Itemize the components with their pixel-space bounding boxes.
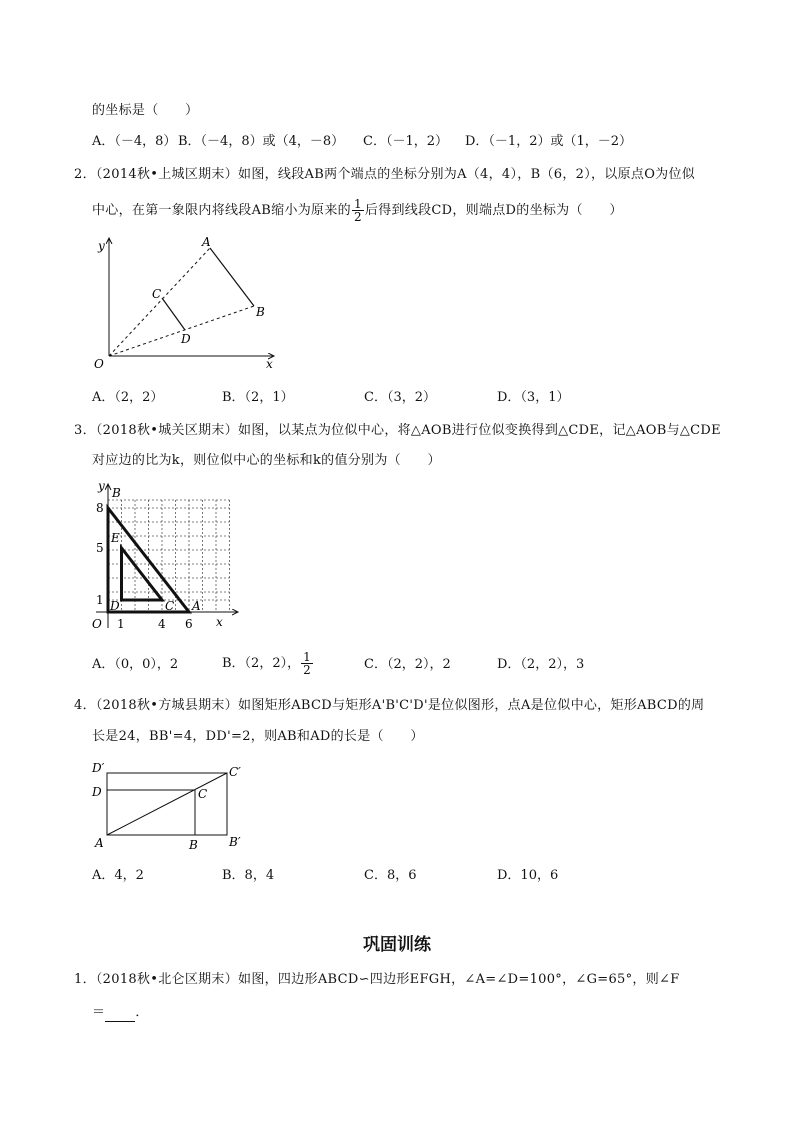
q4-label-dprime: D′ [92, 761, 105, 775]
q3-line-2: 对应边的比为k，则位似中心的坐标和k的值分别为（ ） [92, 453, 441, 468]
q3-label-x: x [216, 615, 223, 629]
q4-number: 4． [74, 698, 96, 713]
q2-label-x: x [266, 357, 273, 371]
q3-tick-y1: 1 [96, 593, 104, 607]
q3-number: 3． [74, 423, 96, 438]
q4-label-a: A [95, 836, 104, 850]
p1-number: 1． [74, 972, 96, 987]
p1-line-1 [74, 971, 680, 989]
q2-line-2 [92, 198, 623, 223]
q3-tick-y5: 5 [96, 541, 104, 555]
q2-stem-2a: 中心，在第一象限内将线段AB缩小为原来的 [92, 203, 351, 218]
q4-diagonal [107, 773, 227, 835]
q3-label-o: O [92, 617, 102, 631]
q2-option-a: A．（2，2） [92, 390, 164, 405]
q2-stem-2b: 后得到线段CD，则端点D的坐标为（ ） [364, 203, 623, 218]
q4-label-d: D [92, 785, 102, 799]
q3-tick-y8: 8 [96, 501, 104, 515]
q4-option-a: A．4，2 [92, 868, 144, 883]
p1-equals: ＝ [92, 1005, 106, 1020]
q2-option-c: C．（3，2） [364, 390, 436, 405]
q3-option-b: B．（2，2）， [222, 656, 301, 671]
q3-figure [86, 478, 246, 634]
q2-line-1 [74, 166, 695, 184]
q2-figure [88, 228, 288, 373]
q3-option-d: D．（2，2），3 [497, 657, 585, 672]
q4-stem-1: （2018秋•方城县期末）如图矩形ABCD与矩形A'B'C'D'是位似图形，点A是位似中心，矩形ABCD的周 [95, 698, 705, 713]
prev-option-c: C．（－1，2） [363, 134, 448, 149]
q4-label-b: B [189, 838, 198, 852]
q2-label-b: B [256, 305, 265, 319]
q3-option-b-wrap [222, 651, 314, 676]
q2-label-y: y [98, 239, 105, 253]
q2-label-d: D [181, 332, 191, 346]
q4-option-d: D．10，6 [497, 868, 559, 883]
q2-option-d: D．（3，1） [497, 390, 570, 405]
q4-option-c: C．8，6 [364, 868, 417, 883]
q3-label-y: y [98, 479, 105, 493]
q4-line-2: 长是24，BB'=4，DD'=2，则AB和AD的长是（ ） [92, 729, 424, 744]
q2-option-b: B．（2，1） [222, 390, 294, 405]
prev-option-d: D．（－1，2）或（1，－2） [465, 134, 633, 149]
q3-line-1 [74, 422, 721, 440]
q2-label-o: O [94, 357, 104, 371]
q4-label-cprime: C′ [229, 765, 241, 779]
q2-number: 2． [74, 167, 96, 182]
q4-option-b: B．8，4 [222, 868, 275, 883]
q3-stem-1: （2018秋•城关区期末）如图，以某点为位似中心，将△AOB进行位似变换得到△CDE，记△AOB与△CDE [95, 423, 721, 438]
p1-answer-blank[interactable] [105, 1007, 135, 1022]
p1-period: ． [135, 1005, 149, 1020]
prev-option-b: B．（－4，8）或（4，－8） [178, 134, 345, 149]
q3-label-d: D [110, 599, 120, 613]
q4-line-1 [74, 697, 704, 715]
q4-figure [88, 758, 258, 853]
prev-question-stem-tail: 的坐标是（ ） [92, 103, 199, 118]
q3-option-c: C．（2，2），2 [364, 657, 451, 672]
p1-stem-1: （2018秋•北仑区期末）如图，四边形ABCD∽四边形EFGH，∠A=∠D=100°，∠G=65°，则∠F [95, 972, 680, 987]
q3-option-a: A．（0，0），2 [92, 657, 179, 672]
q2-label-c: C [152, 287, 162, 301]
q2-segment-cd [162, 298, 185, 330]
q2-label-a: A [202, 235, 211, 249]
prev-option-a: A．（－4，8） [92, 134, 177, 149]
p1-line-2 [92, 1004, 149, 1022]
q2-stem-1: （2014秋•上城区期末）如图，线段AB两个端点的坐标分别为A（4，4），B（6，2），以原点O为位似 [95, 167, 696, 182]
q2-ray-ob [109, 306, 254, 356]
q3-label-c: C [165, 599, 175, 613]
section-title: 巩固训练 [363, 935, 431, 955]
q3-tick-x6: 6 [185, 617, 193, 631]
q2-fraction: $\frac{1}{2}$ [353, 197, 362, 224]
q3-label-e: E [111, 531, 120, 545]
q2-segment-ab [210, 248, 254, 306]
q3-label-b: B [112, 486, 121, 500]
q4-label-bprime: B′ [229, 835, 241, 849]
q3-tick-x4: 4 [158, 617, 166, 631]
q4-label-c: C [198, 787, 208, 801]
q3-option-b-fraction: $\frac{1}{2}$ [303, 650, 311, 677]
q3-tick-x1: 1 [117, 617, 125, 631]
q3-label-a: A [192, 599, 201, 613]
q2-ray-oa [109, 248, 210, 356]
